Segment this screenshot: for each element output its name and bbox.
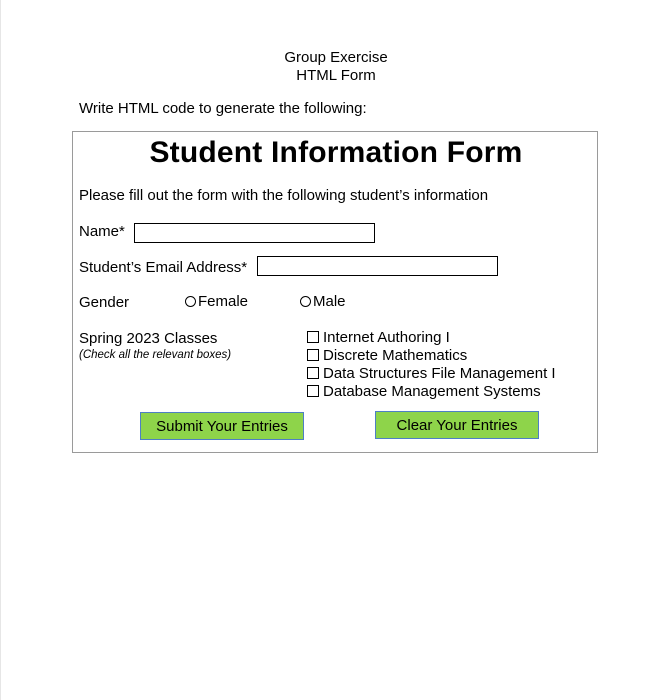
name-label: Name*: [79, 223, 125, 240]
internet-authoring-label: Internet Authoring I: [323, 329, 450, 346]
female-label: Female: [198, 293, 249, 310]
classes-checkbox-list: [307, 329, 556, 401]
form-title: Student Information Form: [149, 136, 523, 169]
name-input[interactable]: [134, 223, 375, 243]
data-structures-label: Data Structures File Management I: [323, 365, 556, 382]
clear-button[interactable]: Clear Your Entries: [375, 411, 539, 439]
discrete-mathematics-label: Discrete Mathematics: [323, 347, 468, 364]
database-management-label: Database Management Systems: [323, 383, 541, 400]
male-radio[interactable]: [300, 296, 311, 307]
class-option-discrete-mathematics[interactable]: [307, 347, 556, 365]
gender-option-male[interactable]: [300, 293, 346, 311]
email-label: Student’s Email Address*: [79, 259, 248, 276]
internet-authoring-checkbox[interactable]: [307, 331, 319, 343]
discrete-mathematics-checkbox[interactable]: [307, 349, 319, 361]
gender-label: Gender: [79, 294, 130, 311]
instruction-text: Write HTML code to generate the following:: [79, 100, 367, 117]
exercise-heading: Group Exercise: [284, 49, 388, 66]
classes-label: Spring 2023 Classes: [79, 330, 218, 347]
data-structures-checkbox[interactable]: [307, 367, 319, 379]
male-label: Male: [313, 293, 346, 310]
form-description: Please fill out the form with the following student’s information: [79, 187, 489, 204]
page-edge-line: [0, 0, 1, 700]
exercise-subheading: HTML Form: [296, 67, 376, 84]
class-option-data-structures[interactable]: [307, 365, 556, 383]
student-information-form: [72, 131, 598, 453]
class-option-internet-authoring[interactable]: [307, 329, 556, 347]
gender-option-female[interactable]: [185, 293, 248, 311]
female-radio[interactable]: [185, 296, 196, 307]
email-input[interactable]: [257, 256, 498, 276]
classes-hint: (Check all the relevant boxes): [79, 349, 232, 361]
submit-button[interactable]: Submit Your Entries: [140, 412, 304, 440]
class-option-database-management[interactable]: [307, 383, 556, 401]
database-management-checkbox[interactable]: [307, 385, 319, 397]
